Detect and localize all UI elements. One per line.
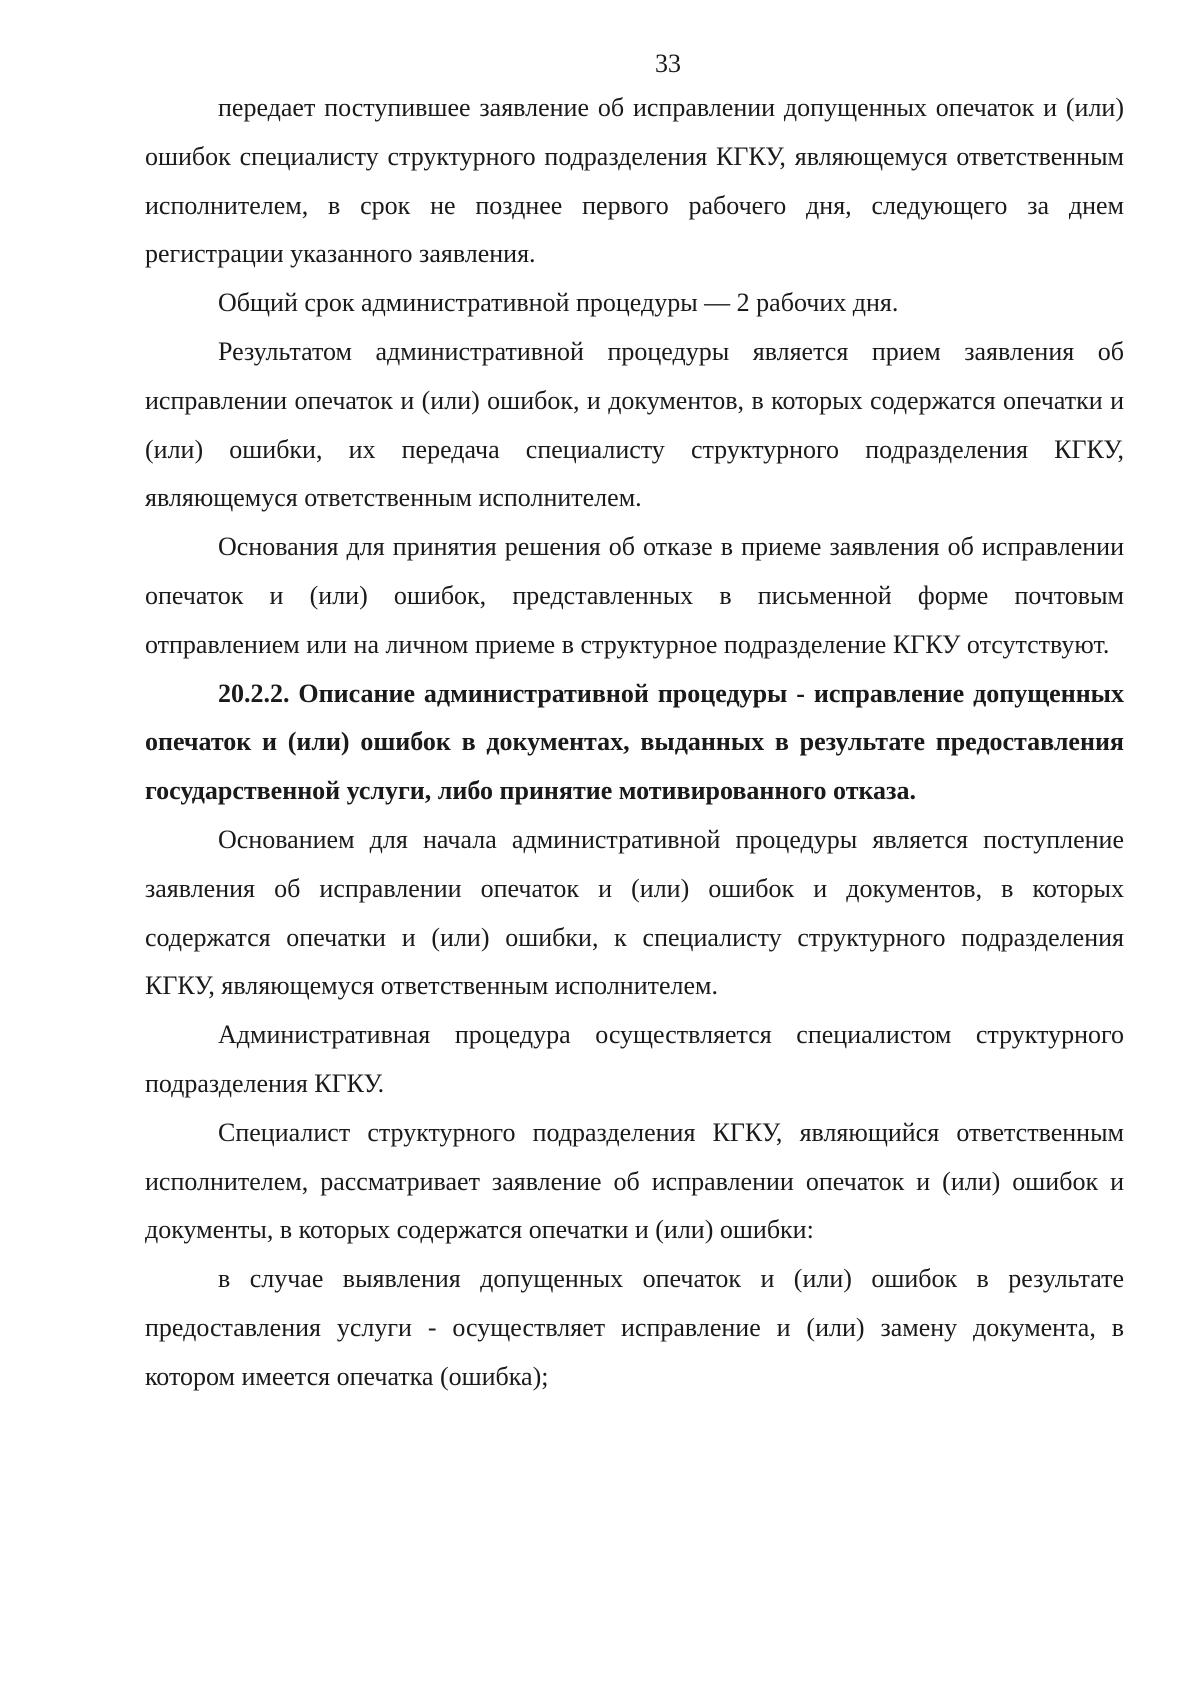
paragraph-error-correction: в случае выявления допущенных опечаток и (или) ошибок в результате предоставления услуги - осуществляет исправление и (или) замену документа, в котором имеется опечатка (ошибка); — [145, 1264, 1124, 1391]
paragraph-refusal-grounds: Основания для принятия решения об отказе в приеме заявления об исправлении опечаток и (или) ошибок, представленных в письменной форме почтовым отправлением или на личном приеме в структурное подразделение КГКУ отсутствуют. — [145, 532, 1124, 659]
paragraph-procedure-result: Результатом административной процедуры является прием заявления об исправлении опечаток и (или) ошибок, и документов, в которых содержатся опечатки и (или) ошибки, их передача специалисту структурного подразделения КГКУ, являющемуся ответственным исполнителем. — [145, 336, 1124, 513]
document-body — [145, 84, 1124, 1402]
paragraph-total-term: Общий срок административной процедуры — 2 рабочих дня. — [218, 288, 899, 318]
page-number: 33 — [655, 49, 681, 78]
paragraph-transfer-statement: передает поступившее заявление об исправлении допущенных опечаток и (или) ошибок специалисту структурного подразделения КГКУ, являющемуся ответственным исполнителем, в срок не позднее первого рабочего дня, следующего за днем регистрации указанного заявления. — [145, 93, 1124, 269]
paragraph-specialist-review: Специалист структурного подразделения КГКУ, являющийся ответственным исполнителем, рассматривает заявление об исправлении опечаток и (или) ошибок и документы, в которых содержатся опечатки и (или) ошибки: — [145, 1117, 1124, 1245]
paragraph-procedure-basis: Основанием для начала административной процедуры является поступление заявления об исправлении опечаток и (или) ошибок и документов, в которых содержатся опечатки и (или) ошибки, к специалисту структурного подразделения КГКУ, являющемуся ответственным исполнителем. — [145, 824, 1124, 1001]
section-heading: 20.2.2. Описание административной процедуры - исправление допущенных опечаток и (или) ошибок в документах, выданных в результате предоставления государственной услуги, либо принятие мотивированного отказа. — [145, 678, 1124, 806]
paragraph-procedure-executor: Административная процедура осуществляется специалистом структурного подразделения КГКУ. — [145, 1020, 1124, 1098]
